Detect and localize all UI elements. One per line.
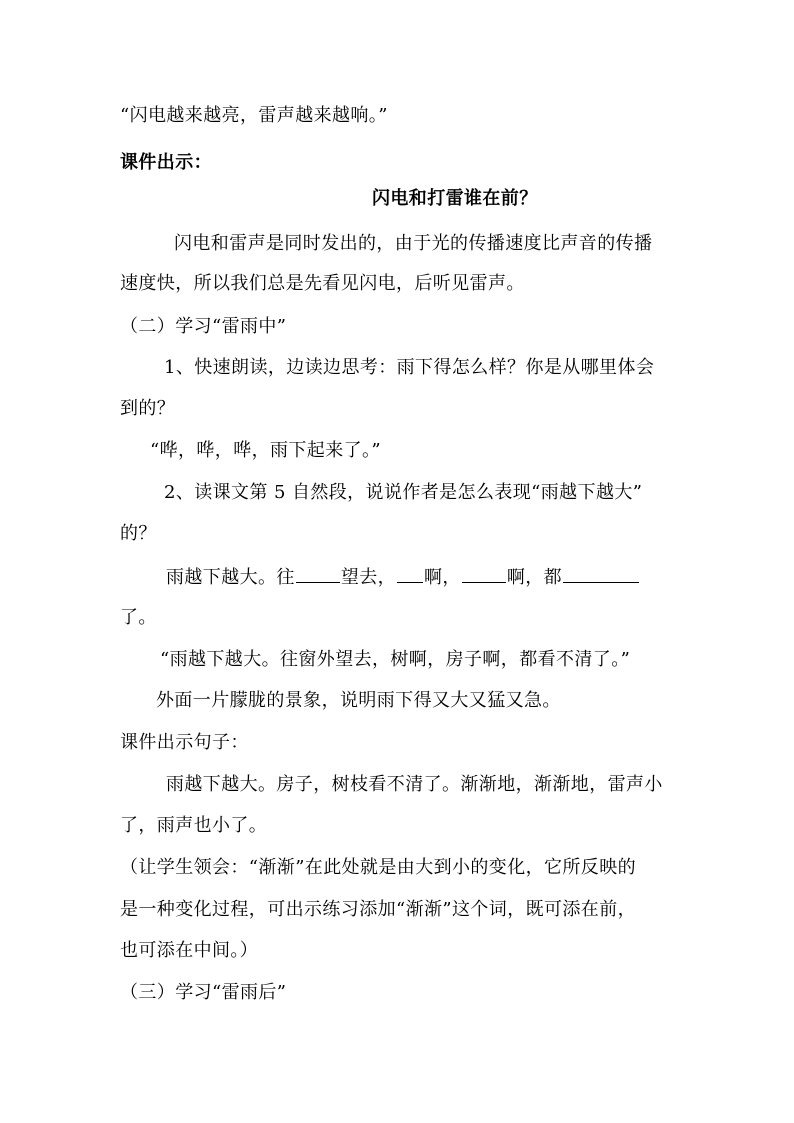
courseware-question: 闪电和打雷谁在前？	[372, 188, 538, 209]
question-2-line: 2、读课文第 5 自然段，说说作者是怎么表现“雨越下越大”	[164, 482, 643, 503]
section-heading-2: （二）学习“雷雨中”	[120, 316, 287, 337]
section-heading-3: （三）学习“雷雨后”	[120, 982, 287, 1003]
question-2-line: 的？	[120, 523, 157, 544]
fill-blank-text: 啊，	[424, 567, 461, 588]
question-1-line: 到的？	[120, 398, 176, 419]
courseware-sentence-label: 课件出示句子：	[120, 732, 249, 753]
quote-lightning-thunder: “闪电越来越亮，雷声越来越响。”	[120, 105, 388, 126]
courseware-label: 课件出示：	[120, 152, 212, 173]
fill-blank-exercise-end: 了。	[120, 607, 157, 628]
paragraph-line: 闪电和雷声是同时发出的，由于光的传播速度比声音的传播	[174, 233, 653, 254]
note-line: 也可添在中间。）	[120, 940, 259, 961]
note-line: 是一种变化过程，可出示练习添加“渐渐”这个词，既可添在前，	[120, 899, 637, 920]
paragraph-line: 速度快，所以我们总是先看见闪电，后听见雷声。	[120, 273, 525, 294]
fill-blank-text: 啊，都	[506, 567, 563, 588]
quote-rain-start: “哗，哗，哗，雨下起来了。”	[150, 440, 382, 461]
paragraph-line: 了，雨声也小了。	[120, 815, 268, 836]
paragraph-line: 雨越下越大。房子，树枝看不清了。渐渐地，渐渐地，雷声小	[166, 774, 663, 795]
blank-4	[563, 564, 639, 583]
question-1-line: 1、快速朗读，边读边思考：雨下得怎么样？你是从哪里体会	[164, 357, 655, 378]
paragraph-line: 外面一片朦胧的景象，说明雨下得又大又猛又急。	[156, 690, 561, 711]
blank-3	[462, 564, 506, 583]
quote-rain-heavy: “雨越下越大。往窗外望去，树啊，房子啊，都看不清了。”	[160, 649, 631, 670]
blank-2	[397, 564, 423, 583]
fill-blank-text: 雨越下越大。往	[166, 567, 295, 588]
fill-blank-exercise	[166, 564, 640, 590]
blank-1	[296, 564, 340, 583]
note-line: （让学生领会：“渐渐”在此处就是由大到小的变化，它所反映的	[120, 857, 637, 878]
fill-blank-text: 望去，	[340, 567, 397, 588]
